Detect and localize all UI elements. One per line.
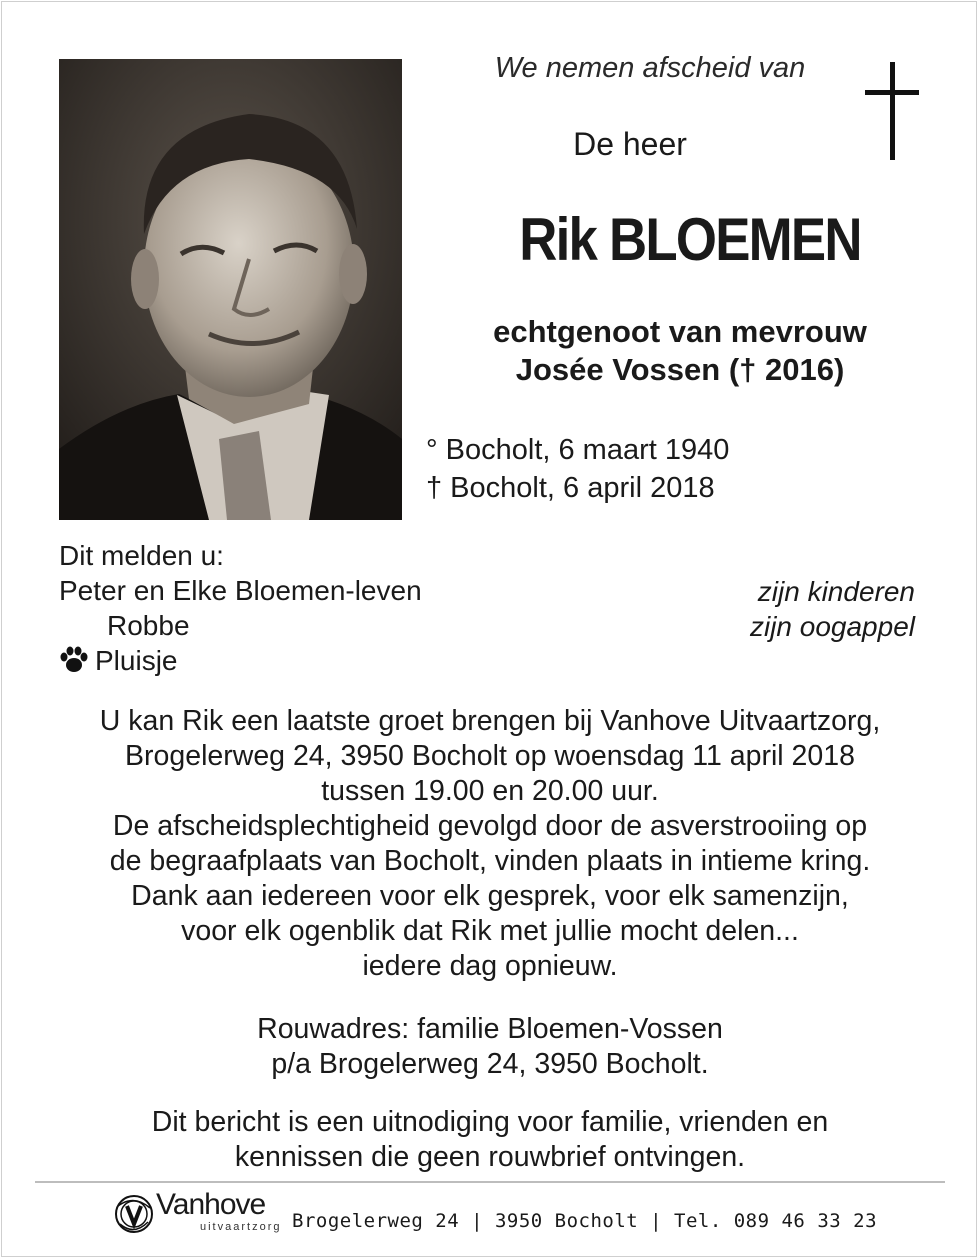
body-line: Brogelerweg 24, 3950 Bocholt op woensdag 11 april 2018: [125, 740, 855, 772]
relation-list: [600, 574, 915, 644]
intro-text: We nemen afscheid van: [494, 52, 806, 84]
announcement-list: [59, 538, 422, 678]
death-date: † Bocholt, 6 april 2018: [426, 472, 715, 504]
birth-date: ° Bocholt, 6 maart 1940: [426, 434, 730, 466]
spouse-line-1: echtgenoot van mevrouw: [493, 314, 867, 349]
logo-name: Vanhove: [156, 1188, 266, 1221]
body-line: U kan Rik een laatste groet brengen bij Vanhove Uitvaartzorg,: [99, 705, 881, 737]
relation-label: zijn kinderen: [757, 576, 915, 607]
mourning-address: [40, 1012, 940, 1082]
body-line: de begraafplaats van Bocholt, vinden plaats in intieme kring.: [109, 845, 871, 877]
spouse-line-2: Josée Vossen († 2016): [515, 352, 845, 387]
logo-swirl-icon: [112, 1192, 156, 1236]
logo-subtitle: uitvaartzorg: [200, 1221, 282, 1233]
honorific: De heer: [573, 126, 687, 162]
pet-name: Pluisje: [95, 645, 178, 676]
body-line: voor elk ogenblik dat Rik met jullie mocht delen...: [181, 915, 799, 947]
deceased-name: Rik BLOEMEN: [519, 206, 861, 273]
vanhove-logo: [112, 1190, 282, 1240]
portrait-photo: [59, 59, 402, 520]
announcement-heading: Dit melden u:: [59, 540, 224, 571]
body-line: De afscheidsplechtigheid gevolgd door de asverstrooiing op: [112, 810, 868, 842]
footer-contact: Brogelerweg 24 | 3950 Bocholt | Tel. 089 46 33 23: [292, 1210, 878, 1232]
relation-label: zijn oogappel: [749, 611, 915, 642]
body-line: Dank aan iedereen voor elk gesprek, voor elk samenzijn,: [131, 880, 849, 912]
footer-divider: [35, 1181, 945, 1183]
body-line: iedere dag opnieuw.: [362, 950, 618, 982]
invitation-line: kennissen die geen rouwbrief ontvingen.: [234, 1141, 746, 1173]
family-member: Robbe: [107, 610, 190, 641]
visitation-text: [40, 704, 940, 984]
life-dates: [426, 431, 729, 507]
family-member: Peter en Elke Bloemen-leven: [59, 575, 422, 606]
invitation-note: [40, 1105, 940, 1175]
spouse-info: [420, 313, 940, 389]
body-line: tussen 19.00 en 20.00 uur.: [321, 775, 659, 807]
paw-icon: [59, 646, 89, 674]
pet-entry: [59, 643, 422, 678]
address-line: Rouwadres: familie Bloemen-Vossen: [257, 1013, 723, 1045]
address-line: p/a Brogelerweg 24, 3950 Bocholt.: [271, 1048, 709, 1080]
invitation-line: Dit bericht is een uitnodiging voor familie, vrienden en: [151, 1106, 829, 1138]
